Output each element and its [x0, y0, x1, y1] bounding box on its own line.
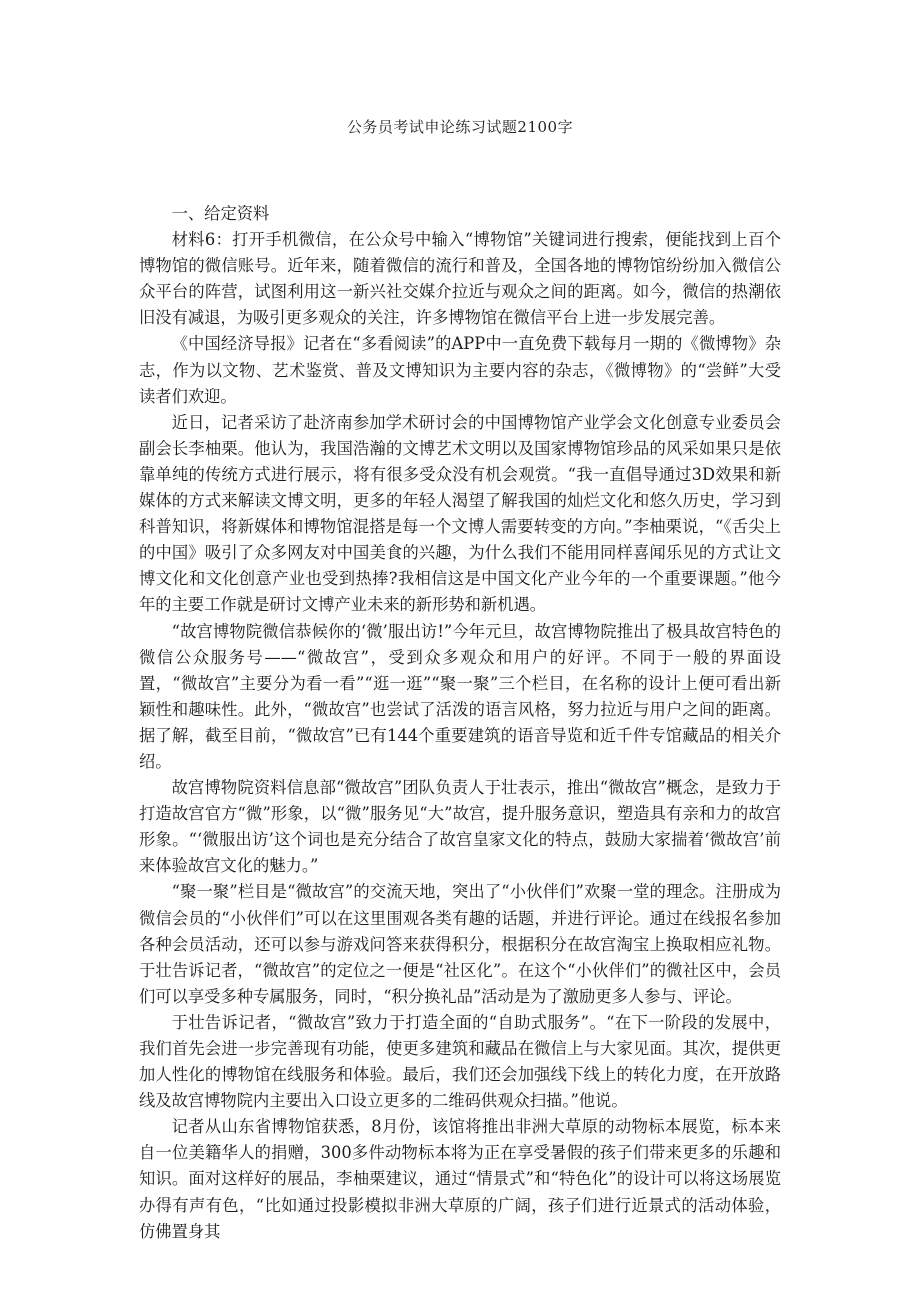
paragraph-shandong-museum: 记者从山东省博物馆获悉，8月份，该馆将推出非洲大草原的动物标本展览，标本来自一位美籍华人的捐赠，300多件动物标本将为正在享受暑假的孩子们带来更多的乐趣和知识。面对这样好的展品，李柚栗建议，通过“情景式”和“特色化”的设计可以将这场展览办得有声有色，“比如通过投影模拟非洲大草原的广阔，孩子们进行近景式的活动体验，仿佛置身其: [139, 1117, 781, 1241]
section-heading: 一、给定资料: [171, 204, 270, 223]
paragraph-self-service-plan: 于壮告诉记者，“微故宫”致力于打造全面的“自助式服务”。“在下一阶段的发展中，我们首先会进一步完善现有功能，使更多建筑和藏品在微信上与大家见面。其次，提供更加人性化的博物馆在线服务和体验。最后，我们还会加强线下线上的转化力度，在开放路线及故宫博物院内主要出入口设立更多的二维码供观众扫描。”他说。: [139, 1012, 781, 1111]
paragraph-wei-gugong-launch: “故宫博物院微信恭候你的‘微’服出访!”今年元旦，故宫博物院推出了极具故宫特色的微信公众服务号——“微故宫”，受到众多观众和用户的好评。不同于一般的界面设置，“微故宫”主要分为看一看”“逛一逛”“聚一聚”三个栏目，在名称的设计上便可看出新颖性和趣味性。此外，“微故宫”也尝试了活泼的语言风格，努力拉近与用户之间的距离。据了解，截至目前，“微故宫”已有144个重要建筑的语音导览和近千件专馆藏品的相关介绍。: [139, 621, 781, 771]
paragraph-li-youli-interview: 近日，记者采访了赴济南参加学术研讨会的中国博物馆产业学会文化创意专业委员会副会长李柚栗。他认为，我国浩瀚的文博艺术文明以及国家博物馆珍品的风采如果只是依靠单纯的传统方式进行展示，将有很多受众没有机会观赏。“我一直倡导通过3D效果和新媒体的方式来解读文博文明，更多的年轻人渴望了解我国的灿烂文化和悠久历史，学习到科普知识，将新媒体和博物馆混搭是每一个文博人需要转变的方向。”李柚栗说，“《舌尖上的中国》吸引了众多网友对中国美食的兴趣，为什么我们不能用同样喜闻乐见的方式让文博文化和文化创意产业也受到热捧?我相信这是中国文化产业今年的一个重要课题。”他今年的主要工作就是研讨文博产业未来的新形势和新机遇。: [139, 412, 781, 615]
paragraph-team-lead-statement: 故宫博物院资料信息部“微故宫”团队负责人于壮表示，推出“微故宫”概念，是致力于打造故宫官方“微”形象，以“微”服务见“大”故宫，提升服务意识，塑造具有亲和力的故宫形象。“‘微服出访’这个词也是充分结合了故宫皇家文化的特点，鼓励大家揣着‘微故宫’前来体验故宫文化的魅力。”: [139, 778, 781, 876]
paragraph-juyiju-column: “聚一聚”栏目是“微故宫”的交流天地，突出了“小伙伴们”欢聚一堂的理念。注册成为微信会员的“小伙伴们”可以在这里围观各类有趣的话题，并进行评论。通过在线报名参加各种会员活动，还可以参与游戏问答来获得积分，根据积分在故宫淘宝上换取相应礼物。于壮告诉记者，“微故宫”的定位之一便是“社区化”。在这个“小伙伴们”的微社区中，会员们可以享受多种专属服务，同时，“积分换礼品”活动是为了激励更多人参与、评论。: [139, 882, 781, 1006]
paragraph-weibowu-magazine: 《中国经济导报》记者在“多看阅读”的APP中一直免费下载每月一期的《微博物》杂志，作为以文物、艺术鉴赏、普及文博知识为主要内容的杂志，《微博物》的“尝鲜”大受读者们欢迎。: [139, 334, 781, 406]
paragraph-material-6: 材料6：打开手机微信，在公众号中输入“博物馆”关键词进行搜索，便能找到上百个博物馆的微信账号。近年来，随着微信的流行和普及，全国各地的博物馆纷纷加入微信公众平台的阵营，试图利用这一新兴社交媒介拉近与观众之间的距离。如今，微信的热潮依旧没有减退，为吸引更多观众的关注，许多博物馆在微信平台上进一步发展完善。: [139, 230, 781, 328]
document-title: 公务员考试申论练习试题2100字: [346, 118, 574, 136]
document-body: [139, 201, 781, 1245]
